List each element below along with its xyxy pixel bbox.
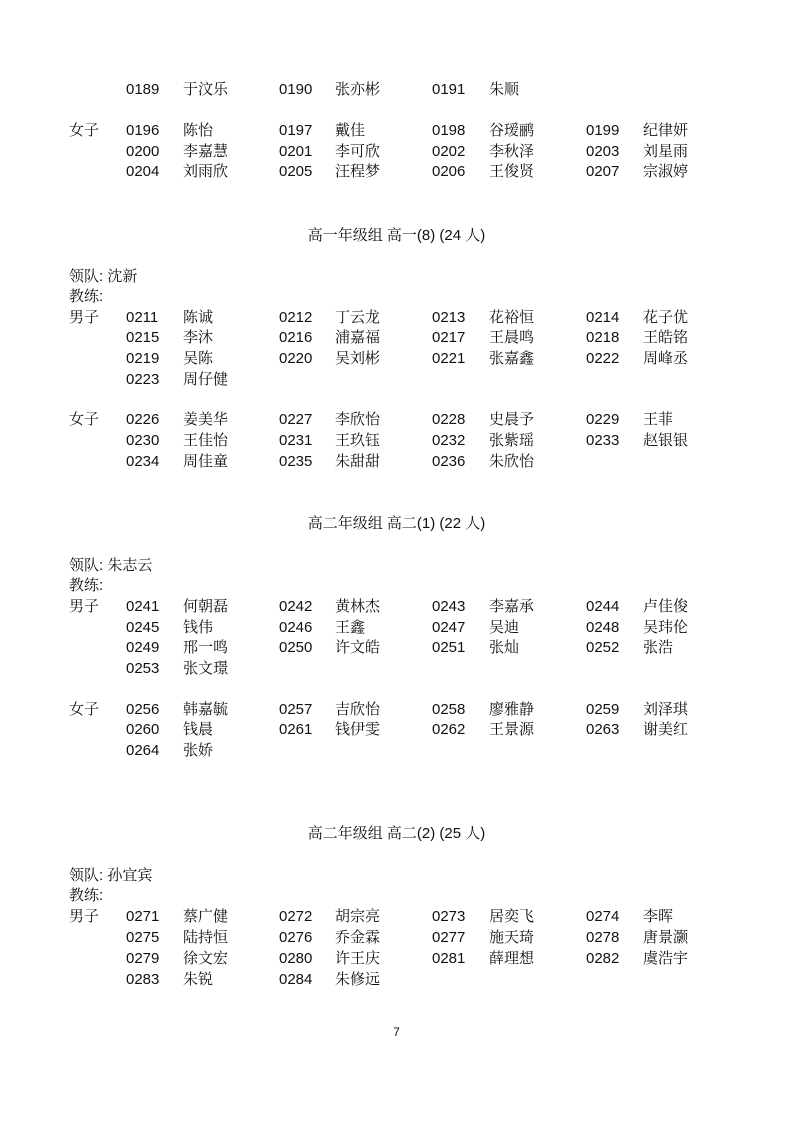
athlete-number: 0226 — [126, 411, 160, 428]
athlete-name: 张亦彬 — [335, 81, 381, 98]
athlete-number: 0272 — [279, 908, 313, 925]
athlete-number: 0233 — [586, 432, 620, 449]
athlete-name: 王皓铭 — [643, 329, 689, 346]
athlete-number: 0199 — [586, 122, 620, 139]
athlete-name: 汪程梦 — [335, 163, 381, 180]
athlete-name: 钱晨 — [183, 721, 214, 738]
athlete-name: 周峰丞 — [643, 350, 689, 367]
athlete-name: 张浩 — [643, 639, 674, 656]
athlete-name: 蔡广健 — [183, 908, 229, 925]
athlete-name: 赵银银 — [643, 432, 689, 449]
team-coach: 教练: — [69, 577, 104, 594]
athlete-number: 0207 — [586, 163, 620, 180]
athlete-name: 陈诚 — [183, 309, 214, 326]
athlete-name: 张嘉鑫 — [489, 350, 535, 367]
page-number: 7 — [393, 1025, 400, 1039]
athlete-number: 0277 — [432, 929, 466, 946]
athlete-number: 0281 — [432, 950, 466, 967]
athlete-number: 0202 — [432, 143, 466, 160]
athlete-name: 纪律妍 — [643, 122, 689, 139]
gender-label: 男子 — [69, 908, 100, 925]
team-leader: 领队: 沈新 — [69, 268, 138, 285]
athlete-number: 0227 — [279, 411, 313, 428]
athlete-name: 姜美华 — [183, 411, 229, 428]
athlete-number: 0191 — [432, 81, 466, 98]
athlete-name: 朱顺 — [489, 81, 520, 98]
athlete-number: 0249 — [126, 639, 160, 656]
athlete-number: 0280 — [279, 950, 313, 967]
athlete-number: 0211 — [126, 309, 159, 326]
athlete-number: 0229 — [586, 411, 620, 428]
athlete-name: 张紫瑶 — [489, 432, 535, 449]
athlete-name: 吴迪 — [489, 619, 520, 636]
athlete-name: 王晨鸣 — [489, 329, 535, 346]
athlete-name: 王鑫 — [335, 619, 366, 636]
athlete-number: 0216 — [279, 329, 313, 346]
athlete-number: 0260 — [126, 721, 160, 738]
athlete-name: 唐景灏 — [643, 929, 689, 946]
athlete-number: 0219 — [126, 350, 160, 367]
athlete-number: 0283 — [126, 971, 160, 988]
athlete-number: 0248 — [586, 619, 620, 636]
athlete-number: 0247 — [432, 619, 466, 636]
athlete-number: 0198 — [432, 122, 466, 139]
athlete-number: 0284 — [279, 971, 313, 988]
athlete-name: 钱伟 — [183, 619, 214, 636]
athlete-number: 0282 — [586, 950, 620, 967]
athlete-number: 0228 — [432, 411, 466, 428]
athlete-name: 宗淑婷 — [643, 163, 689, 180]
athlete-name: 戴佳 — [335, 122, 366, 139]
athlete-number: 0256 — [126, 701, 160, 718]
athlete-number: 0201 — [279, 143, 313, 160]
athlete-number: 0258 — [432, 701, 466, 718]
athlete-name: 李晖 — [643, 908, 674, 925]
athlete-name: 花裕恒 — [489, 309, 535, 326]
athlete-name: 钱伊雯 — [335, 721, 381, 738]
athlete-name: 朱锐 — [183, 971, 214, 988]
athlete-name: 张文璟 — [183, 660, 229, 677]
athlete-number: 0213 — [432, 309, 466, 326]
athlete-name: 施天琦 — [489, 929, 535, 946]
athlete-name: 陈怡 — [183, 122, 214, 139]
athlete-number: 0204 — [126, 163, 160, 180]
athlete-number: 0196 — [126, 122, 160, 139]
athlete-number: 0197 — [279, 122, 313, 139]
athlete-name: 吴陈 — [183, 350, 214, 367]
athlete-name: 史晨予 — [489, 411, 535, 428]
athlete-name: 吴玮伦 — [643, 619, 689, 636]
athlete-name: 韩嘉毓 — [183, 701, 229, 718]
team-coach: 教练: — [69, 887, 104, 904]
athlete-number: 0223 — [126, 371, 160, 388]
athlete-name: 朱欣怡 — [489, 453, 535, 470]
athlete-number: 0190 — [279, 81, 313, 98]
gender-label: 女子 — [69, 701, 100, 718]
athlete-name: 李嘉承 — [489, 598, 535, 615]
athlete-name: 吉欣怡 — [335, 701, 381, 718]
athlete-number: 0231 — [279, 432, 313, 449]
athlete-name: 花子优 — [643, 309, 689, 326]
athlete-name: 胡宗亮 — [335, 908, 381, 925]
athlete-name: 朱修远 — [335, 971, 381, 988]
athlete-number: 0252 — [586, 639, 620, 656]
athlete-number: 0242 — [279, 598, 313, 615]
athlete-name: 卢佳俊 — [643, 598, 689, 615]
athlete-name: 王菲 — [643, 411, 674, 428]
athlete-name: 朱甜甜 — [335, 453, 381, 470]
athlete-name: 刘星雨 — [643, 143, 689, 160]
athlete-number: 0279 — [126, 950, 160, 967]
athlete-name: 徐文宏 — [183, 950, 229, 967]
athlete-name: 张灿 — [489, 639, 520, 656]
athlete-number: 0234 — [126, 453, 160, 470]
athlete-number: 0264 — [126, 742, 160, 759]
athlete-name: 吴刘彬 — [335, 350, 381, 367]
athlete-number: 0241 — [126, 598, 160, 615]
athlete-number: 0257 — [279, 701, 313, 718]
athlete-name: 谷瑷鹂 — [489, 122, 535, 139]
athlete-number: 0222 — [586, 350, 620, 367]
athlete-number: 0245 — [126, 619, 160, 636]
athlete-number: 0263 — [586, 721, 620, 738]
athlete-name: 李嘉慧 — [183, 143, 229, 160]
athlete-name: 虞浩宇 — [643, 950, 689, 967]
athlete-name: 王佳怡 — [183, 432, 229, 449]
athlete-number: 0217 — [432, 329, 466, 346]
athlete-number: 0259 — [586, 701, 620, 718]
athlete-name: 李秋泽 — [489, 143, 535, 160]
athlete-number: 0243 — [432, 598, 466, 615]
athlete-name: 廖雅静 — [489, 701, 535, 718]
team-leader: 领队: 孙宜宾 — [69, 867, 153, 884]
athlete-number: 0278 — [586, 929, 620, 946]
athlete-number: 0200 — [126, 143, 160, 160]
athlete-name: 乔金霖 — [335, 929, 381, 946]
team-leader: 领队: 朱志云 — [69, 557, 153, 574]
athlete-number: 0206 — [432, 163, 466, 180]
athlete-name: 李沐 — [183, 329, 214, 346]
athlete-number: 0218 — [586, 329, 620, 346]
athlete-name: 刘雨欣 — [183, 163, 229, 180]
athlete-number: 0246 — [279, 619, 313, 636]
athlete-number: 0189 — [126, 81, 160, 98]
athlete-name: 周佳童 — [183, 453, 229, 470]
athlete-number: 0244 — [586, 598, 620, 615]
athlete-number: 0251 — [432, 639, 466, 656]
athlete-name: 丁云龙 — [335, 309, 381, 326]
athlete-number: 0276 — [279, 929, 313, 946]
athlete-name: 邢一鸣 — [183, 639, 229, 656]
gender-label: 男子 — [69, 309, 100, 326]
athlete-number: 0220 — [279, 350, 313, 367]
gender-label: 女子 — [69, 411, 100, 428]
athlete-number: 0274 — [586, 908, 620, 925]
athlete-name: 王景源 — [489, 721, 535, 738]
athlete-number: 0275 — [126, 929, 160, 946]
athlete-name: 刘泽琪 — [643, 701, 689, 718]
athlete-number: 0205 — [279, 163, 313, 180]
athlete-name: 许文皓 — [335, 639, 381, 656]
gender-label: 男子 — [69, 598, 100, 615]
athlete-name: 王俊贤 — [489, 163, 535, 180]
athlete-number: 0221 — [432, 350, 466, 367]
group-title: 高一年级组 高一(8) (24 人) — [307, 227, 486, 244]
athlete-number: 0273 — [432, 908, 466, 925]
athlete-number: 0235 — [279, 453, 313, 470]
group-title: 高二年级组 高二(1) (22 人) — [307, 515, 486, 532]
athlete-number: 0253 — [126, 660, 160, 677]
athlete-number: 0230 — [126, 432, 160, 449]
athlete-number: 0271 — [126, 908, 160, 925]
athlete-name: 谢美红 — [643, 721, 689, 738]
athlete-name: 王玖钰 — [335, 432, 381, 449]
athlete-name: 薛理想 — [489, 950, 535, 967]
group-title: 高二年级组 高二(2) (25 人) — [307, 825, 486, 842]
athlete-number: 0232 — [432, 432, 466, 449]
athlete-name: 于汶乐 — [183, 81, 229, 98]
gender-label: 女子 — [69, 122, 100, 139]
athlete-number: 0261 — [279, 721, 313, 738]
athlete-number: 0236 — [432, 453, 466, 470]
athlete-number: 0215 — [126, 329, 160, 346]
athlete-name: 浦嘉福 — [335, 329, 381, 346]
athlete-name: 李可欣 — [335, 143, 381, 160]
athlete-number: 0262 — [432, 721, 466, 738]
athlete-number: 0214 — [586, 309, 620, 326]
athlete-number: 0250 — [279, 639, 313, 656]
athlete-name: 周仔健 — [183, 371, 229, 388]
athlete-name: 许王庆 — [335, 950, 381, 967]
athlete-name: 何朝磊 — [183, 598, 229, 615]
team-coach: 教练: — [69, 288, 104, 305]
athlete-name: 黄林杰 — [335, 598, 381, 615]
athlete-number: 0212 — [279, 309, 313, 326]
athlete-number: 0203 — [586, 143, 620, 160]
athlete-name: 李欣怡 — [335, 411, 381, 428]
athlete-name: 张娇 — [183, 742, 214, 759]
athlete-name: 居奕飞 — [489, 908, 535, 925]
athlete-name: 陆持恒 — [183, 929, 229, 946]
